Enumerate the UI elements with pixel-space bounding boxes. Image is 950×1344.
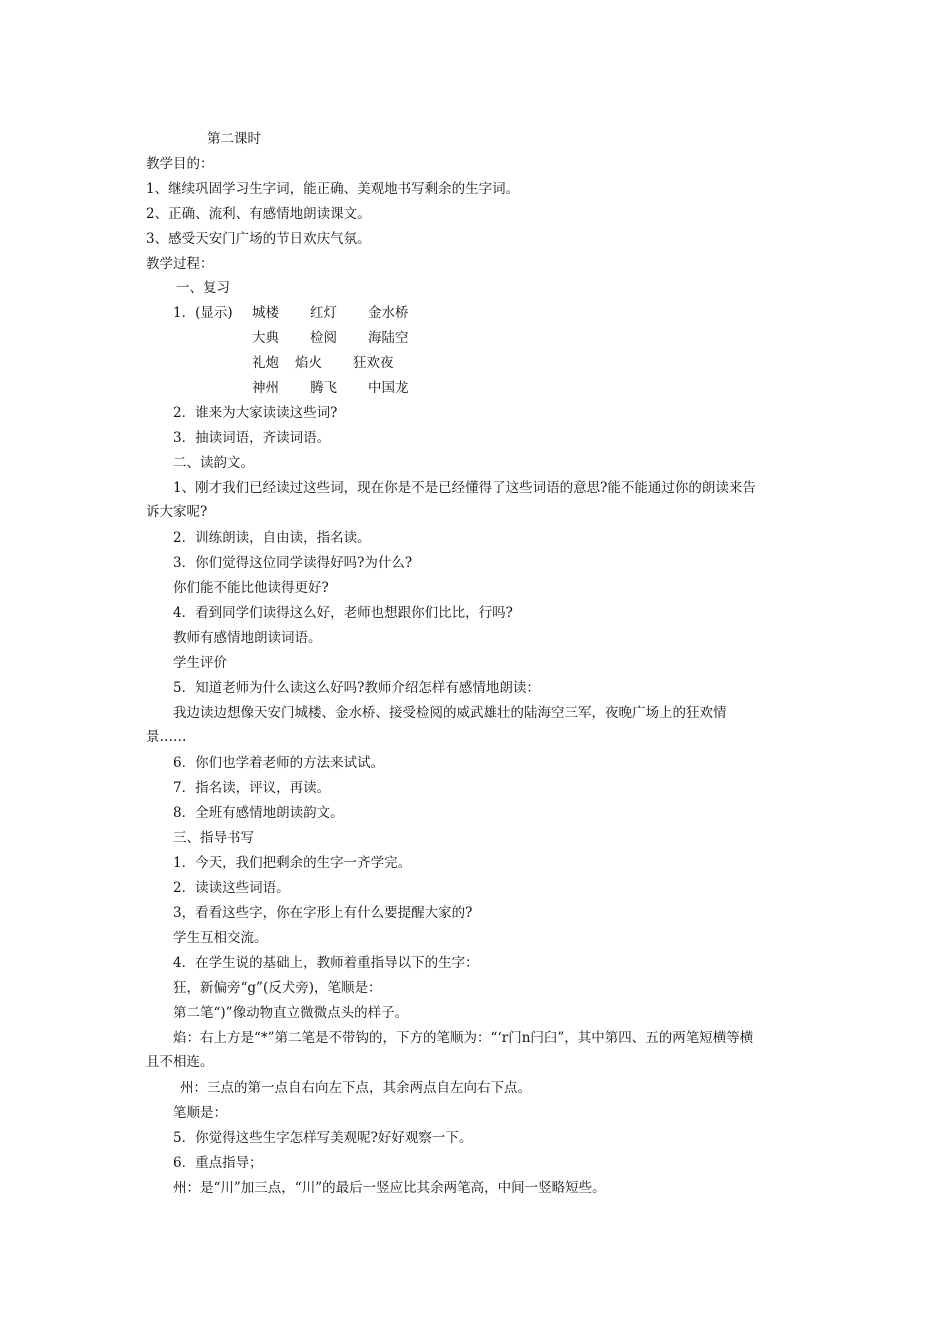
paragraph: 焰：右上方是“*”第二笔是不带钩的，下方的笔顺为：“‘r门n闩臼”，其中第四、五的两笔短横等横且不相连。	[146, 1030, 754, 1070]
paragraph: 7．指名读，评议，再读。	[173, 780, 331, 796]
paragraph: 3．抽读词语，齐读词语。	[173, 430, 331, 446]
objective-item: 3、感受天安门广场的节日欢庆气氛。	[146, 231, 371, 247]
process-heading: 教学过程：	[146, 256, 214, 272]
objective-item: 2、正确、流利、有感情地朗读课文。	[146, 206, 371, 222]
paragraph: 州：是“川”加三点，“川”的最后一竖应比其余两笔高，中间一竖略短些。	[173, 1180, 606, 1196]
paragraph: 4．在学生说的基础上，教师着重指导以下的生字：	[173, 955, 479, 971]
word: 检阅	[310, 330, 337, 346]
paragraph: 2．读读这些词语。	[173, 880, 290, 896]
word: 金水桥	[368, 305, 409, 321]
paragraph: 4．看到同学们读得这么好，老师也想跟你们比比，行吗?	[173, 605, 513, 621]
word: 神州	[252, 380, 279, 396]
paragraph: 学生评价	[173, 655, 227, 671]
paragraph: 2．谁来为大家读读这些词?	[173, 405, 338, 421]
paragraph: 6．重点指导；	[173, 1155, 263, 1171]
paragraph: 1．今天，我们把剩余的生字一齐学完。	[173, 855, 412, 871]
paragraph: 3，看看这些字，你在字形上有什么要提醒大家的?	[173, 905, 473, 921]
paragraph: 第二笔“)”像动物直立微微点头的样子。	[173, 1005, 409, 1021]
objective-item: 1、继续巩固学习生字词，能正确、美观地书写剩余的生字词。	[146, 181, 520, 197]
section-heading: 二、读韵文。	[173, 455, 254, 471]
word: 狂欢夜	[353, 355, 394, 371]
paragraph: 1、刚才我们已经读过这些词，现在你是不是已经懂得了这些词语的意思?能不能通过你的朗读来告诉大家呢?	[146, 480, 756, 520]
section-heading: 一、复习	[176, 280, 230, 296]
paragraph: 8．全班有感情地朗读韵文。	[173, 805, 344, 821]
paragraph: 笔顺是：	[173, 1105, 227, 1121]
paragraph: 5．你觉得这些生字怎样写美观呢?好好观察一下。	[173, 1130, 473, 1146]
word: 礼炮	[252, 355, 279, 371]
word: 中国龙	[368, 380, 409, 396]
word: 焰火	[295, 355, 322, 371]
paragraph: 5．知道老师为什么读这么好吗?教师介绍怎样有感情地朗读：	[173, 680, 540, 696]
paragraph: 教师有感情地朗读词语。	[173, 630, 322, 646]
section-heading: 三、指导书写	[173, 830, 254, 846]
paragraph: 我边读边想像天安门城楼、金水桥、接受检阅的威武雄壮的陆海空三军，夜晚广场上的狂欢情景……	[146, 705, 727, 745]
paragraph: 学生互相交流。	[173, 930, 268, 946]
word: 红灯	[310, 305, 337, 321]
paragraph: 2．训练朗读，自由读，指名读。	[173, 530, 371, 546]
show-label: 1．(显示)	[173, 305, 233, 321]
word: 城楼	[252, 305, 279, 321]
paragraph: 你们能不能比他读得更好?	[173, 580, 329, 596]
lesson-title: 第二课时	[207, 131, 261, 147]
paragraph: 狂，新偏旁“g”(反犬旁)，笔顺是：	[173, 980, 382, 996]
word: 海陆空	[368, 330, 409, 346]
paragraph: 州：三点的第一点自右向左下点，其余两点自左向右下点。	[180, 1080, 531, 1096]
paragraph: 3．你们觉得这位同学读得好吗?为什么?	[173, 555, 413, 571]
word: 大典	[252, 330, 279, 346]
objectives-heading: 教学目的：	[146, 156, 214, 172]
paragraph: 6．你们也学着老师的方法来试试。	[173, 755, 385, 771]
word: 腾飞	[310, 380, 337, 396]
